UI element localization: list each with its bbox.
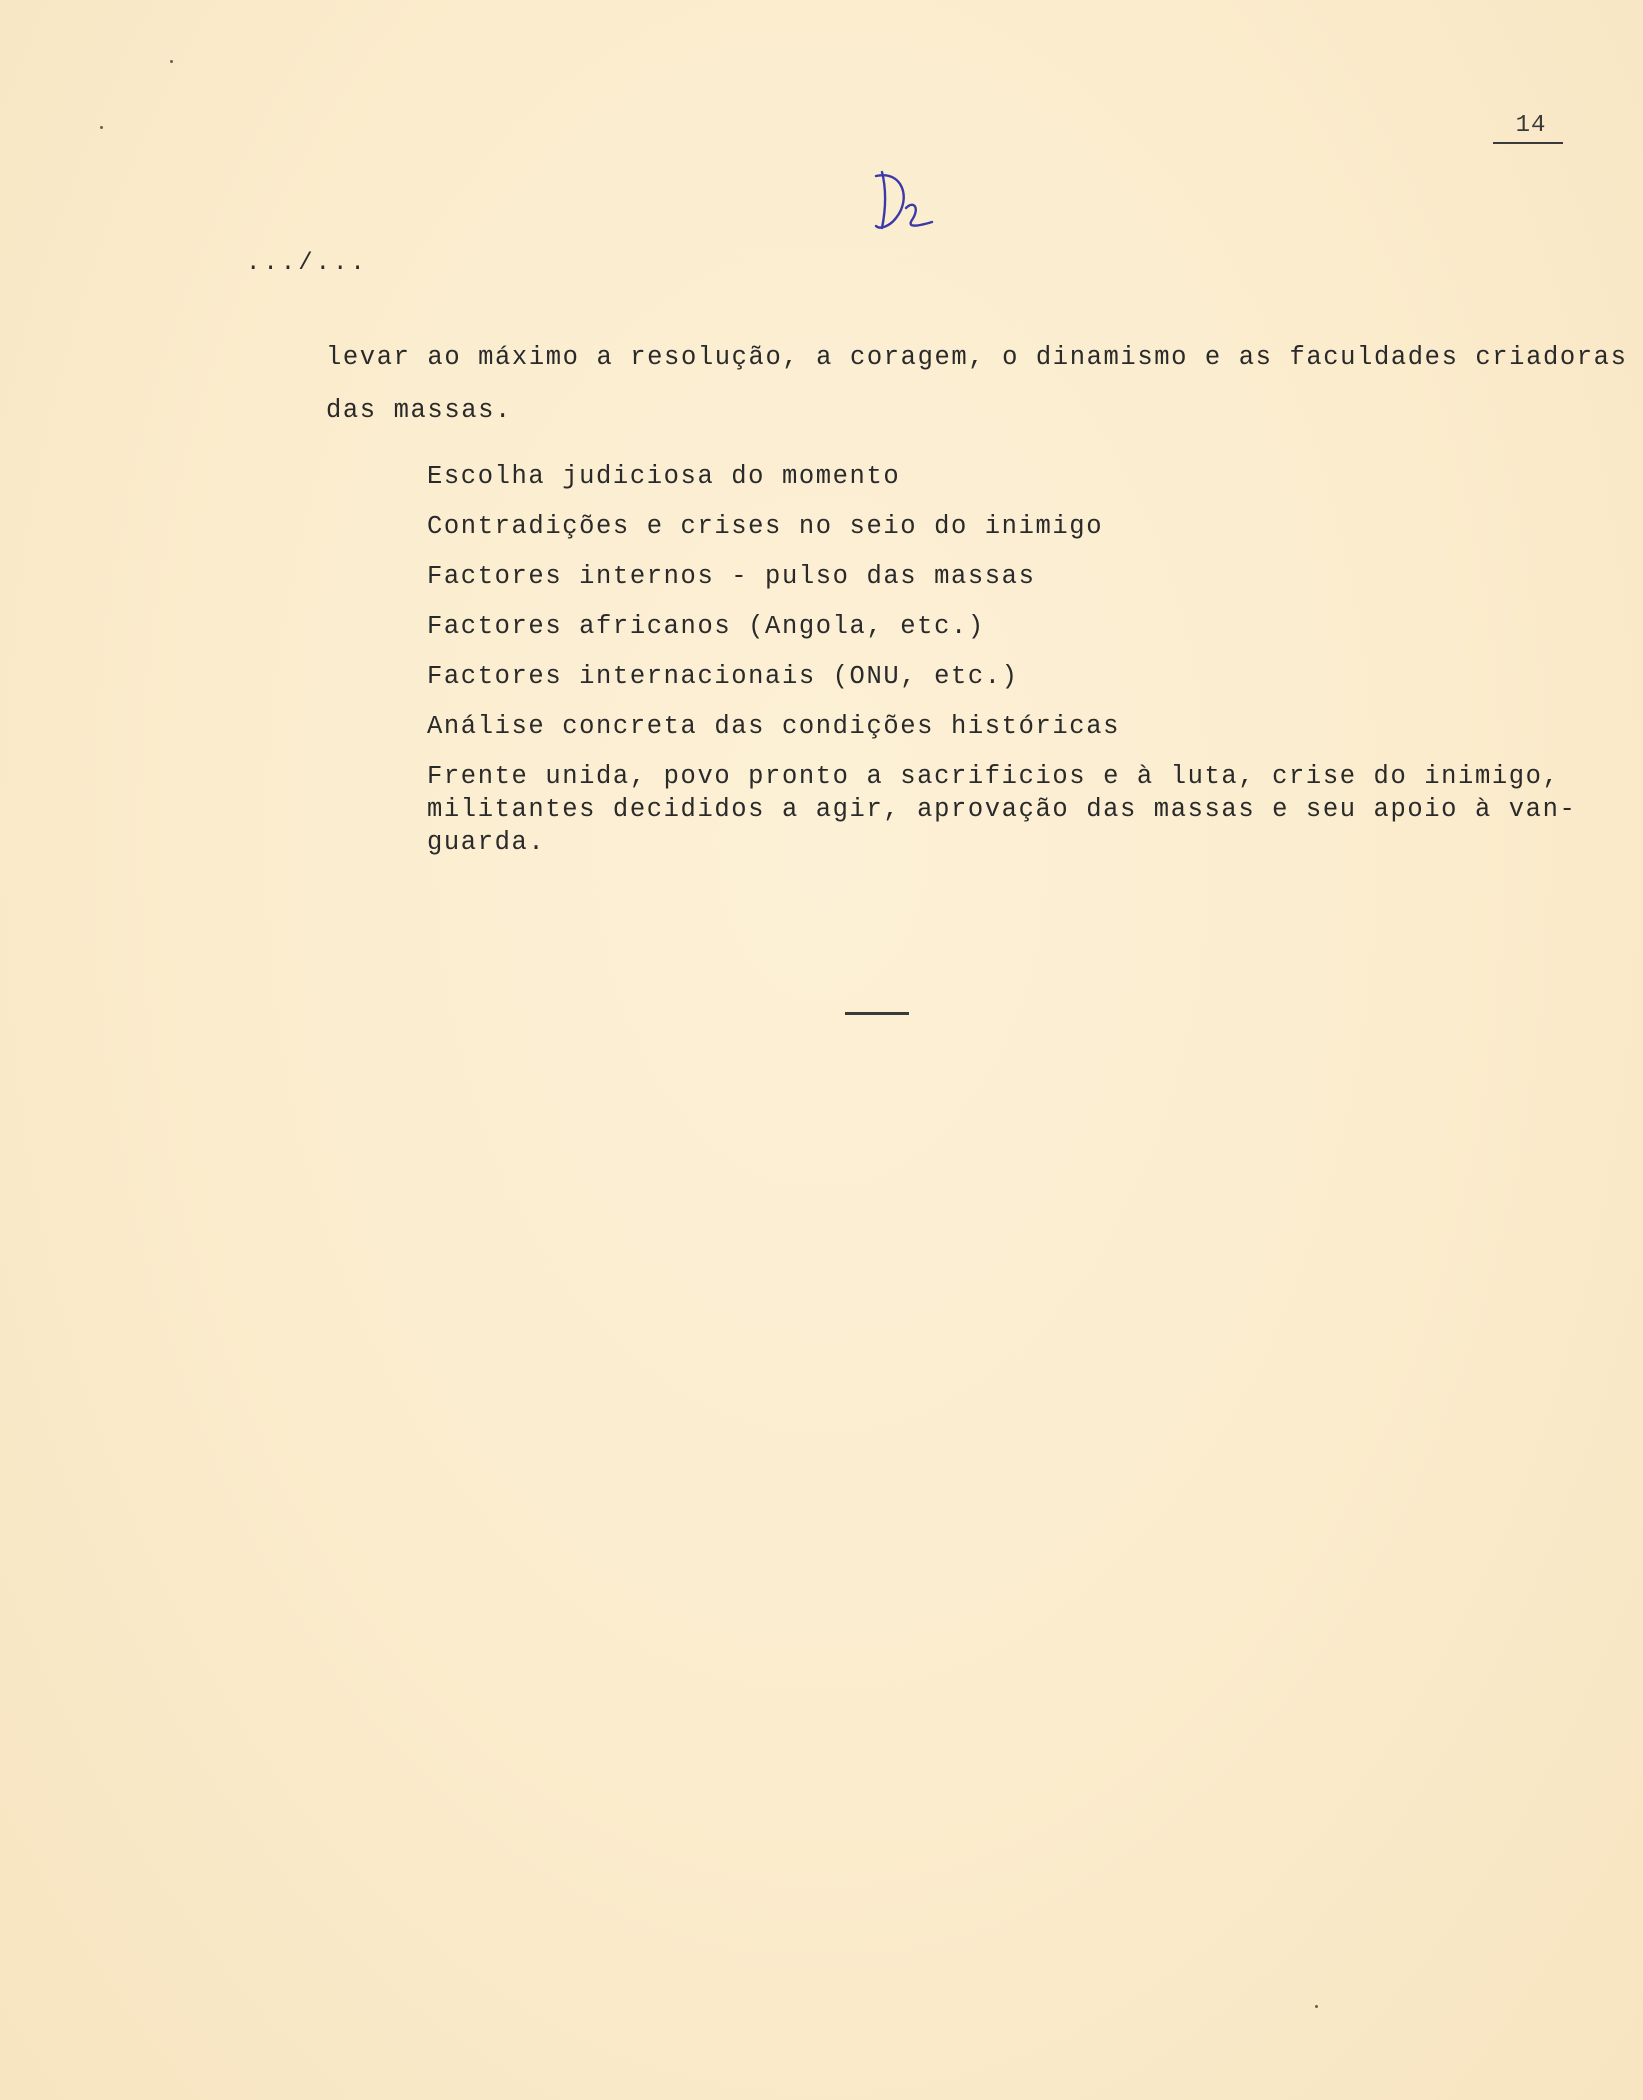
list-item: Escolha judiciosa do momento bbox=[427, 462, 901, 491]
paper-speck bbox=[100, 126, 103, 129]
paper-speck bbox=[170, 60, 173, 63]
page-number-underline bbox=[1493, 142, 1563, 144]
list-item: Factores africanos (Angola, etc.) bbox=[427, 612, 985, 641]
list-item-final-line: Frente unida, povo pronto a sacrificios e à luta, crise do inimigo, bbox=[427, 762, 1560, 791]
paragraph-line: das massas. bbox=[326, 396, 512, 425]
paragraph-line: levar ao máximo a resolução, a coragem, o dinamismo e as faculdades criadoras bbox=[326, 343, 1628, 372]
list-item: Factores internos - pulso das massas bbox=[427, 562, 1036, 591]
list-item: Contradições e crises no seio do inimigo bbox=[427, 512, 1104, 541]
list-item-final-line: guarda. bbox=[427, 828, 546, 857]
paper-speck bbox=[1315, 2005, 1318, 2008]
list-item-final-line: militantes decididos a agir, aprovação das massas e seu apoio à van- bbox=[427, 795, 1577, 824]
end-of-text-rule bbox=[845, 1012, 909, 1015]
handwritten-annotation bbox=[872, 168, 942, 240]
page-number: 14 bbox=[1515, 112, 1547, 139]
list-item: Análise concreta das condições históricas bbox=[427, 712, 1121, 741]
list-item: Factores internacionais (ONU, etc.) bbox=[427, 662, 1019, 691]
continuation-mark: .../... bbox=[246, 250, 368, 277]
